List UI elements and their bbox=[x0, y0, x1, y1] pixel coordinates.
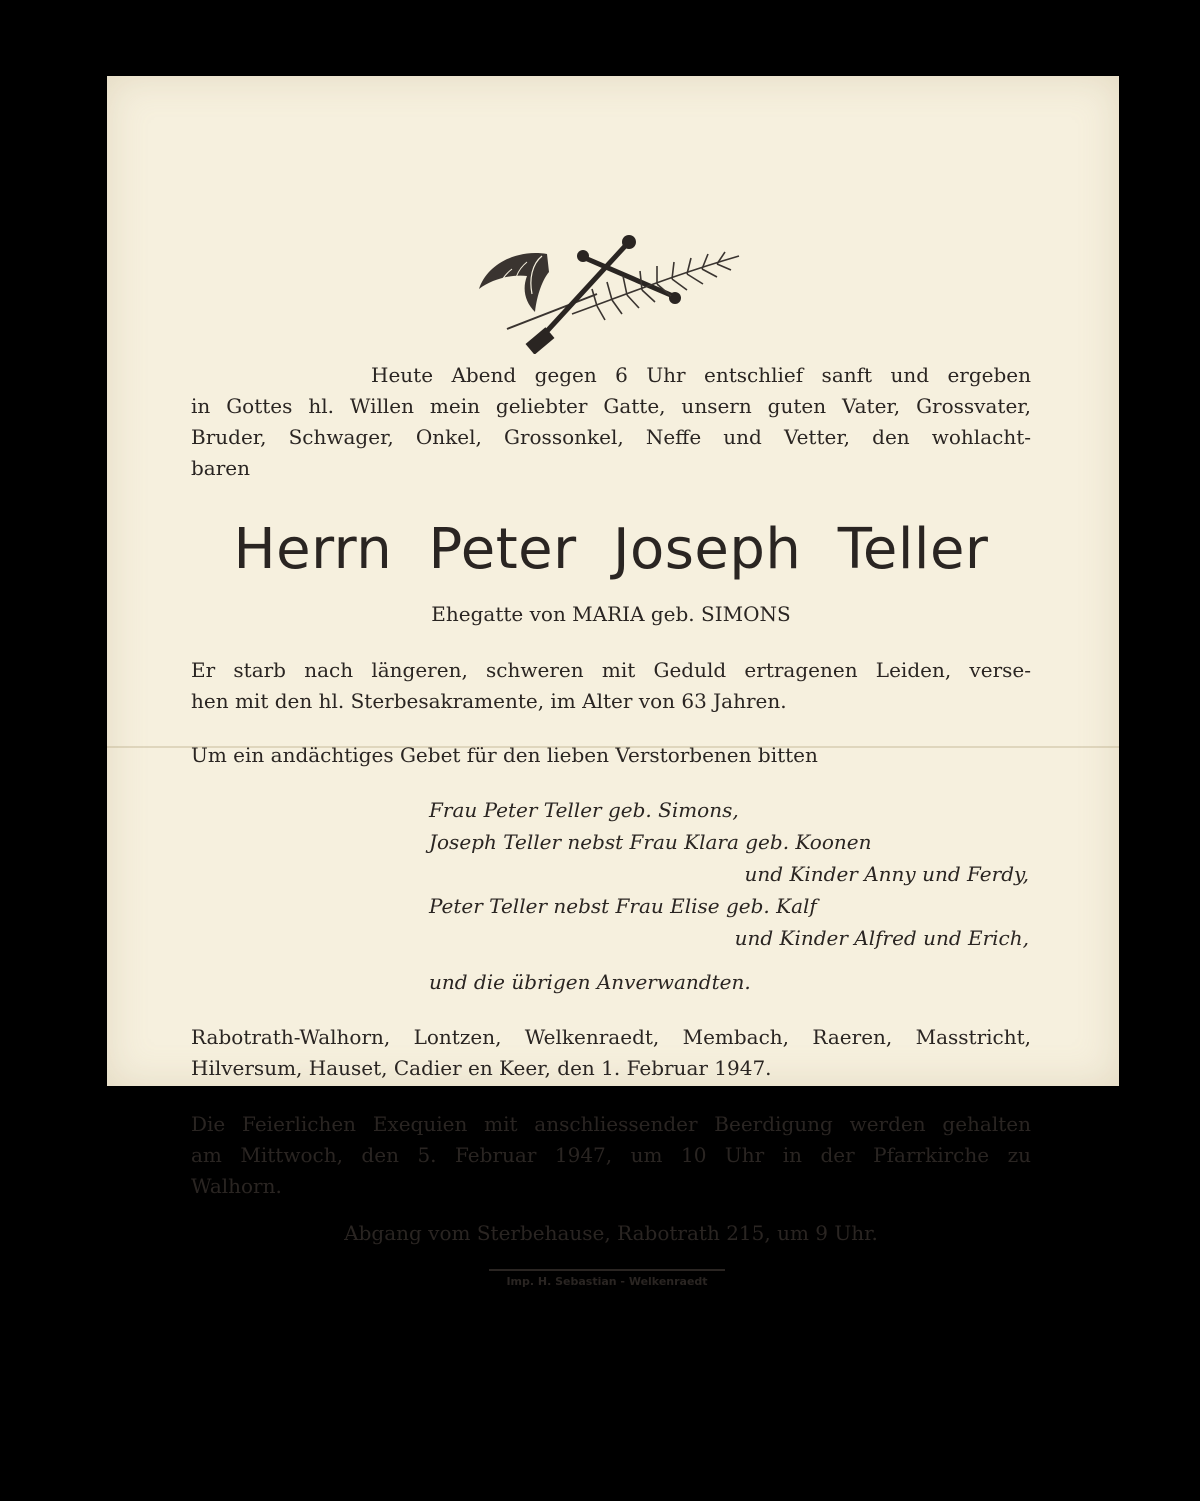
funeral-line: am Mittwoch, den 5. Februar 1947, um 10 Uhr in der Pfarrkirche zu bbox=[191, 1143, 1031, 1167]
intro-paragraph bbox=[191, 360, 1031, 391]
mourner-line: Joseph Teller nebst Frau Klara geb. Koonen bbox=[429, 830, 872, 854]
mourner-line: Peter Teller nebst Frau Elise geb. Kalf bbox=[429, 894, 817, 918]
places-line: Rabotrath-Walhorn, Lontzen, Welkenraedt, Membach, Raeren, Masstricht, bbox=[191, 1025, 1031, 1049]
places-line: Hilversum, Hauset, Cadier en Keer, den 1. Februar 1947. bbox=[191, 1056, 772, 1080]
funeral-line: Walhorn. bbox=[191, 1174, 282, 1198]
intro-line: baren bbox=[191, 456, 251, 480]
intro-line: in Gottes hl. Willen mein geliebter Gatte, unsern guten Vater, Grossvater, bbox=[191, 394, 1031, 418]
mourner-line: und Kinder Anny und Ferdy, bbox=[744, 862, 1029, 886]
funeral-paragraph bbox=[191, 1109, 1031, 1171]
deceased-name: Herrn Peter Joseph Teller bbox=[233, 517, 989, 582]
prayer-request: Um ein andächtiges Gebet für den lieben Verstorbenen bitten bbox=[191, 743, 818, 767]
departure-line: Abgang vom Sterbehause, Rabotrath 215, um 9 Uhr. bbox=[344, 1221, 878, 1245]
other-relatives-line: und die übrigen Anverwandten. bbox=[429, 970, 751, 994]
intro-paragraph-cont bbox=[191, 391, 1031, 453]
mourners-list bbox=[429, 794, 1029, 954]
intro-line: Heute Abend gegen 6 Uhr entschlief sanft und ergeben bbox=[371, 363, 1031, 387]
other-relatives bbox=[429, 966, 1029, 998]
mourner-line: Frau Peter Teller geb. Simons, bbox=[429, 798, 739, 822]
printer-imprint: Imp. H. Sebastian - Welkenraedt bbox=[506, 1275, 708, 1288]
cross-palm-icon bbox=[477, 234, 742, 354]
spouse-line: Ehegatte von MARIA geb. SIMONS bbox=[431, 602, 791, 626]
imprint-rule bbox=[489, 1269, 725, 1271]
intro-last-line bbox=[191, 453, 1031, 484]
death-line: Er starb nach längeren, schweren mit Geduld ertragenen Leiden, verse- bbox=[191, 658, 1031, 682]
death-paragraph bbox=[191, 655, 1031, 686]
death-line: hen mit den hl. Sterbesakramente, im Alter von 63 Jahren. bbox=[191, 689, 787, 713]
death-paragraph-last bbox=[191, 686, 1031, 717]
mourner-line: und Kinder Alfred und Erich, bbox=[734, 926, 1029, 950]
death-notice-card bbox=[107, 76, 1119, 1288]
places-paragraph-last bbox=[191, 1053, 1031, 1084]
intro-line: Bruder, Schwager, Onkel, Grossonkel, Neffe und Vetter, den wohlacht- bbox=[191, 425, 1031, 449]
places-paragraph bbox=[191, 1022, 1031, 1053]
funeral-paragraph-last bbox=[191, 1171, 1031, 1202]
funeral-line: Die Feierlichen Exequien mit anschliessender Beerdigung werden gehalten bbox=[191, 1112, 1031, 1136]
